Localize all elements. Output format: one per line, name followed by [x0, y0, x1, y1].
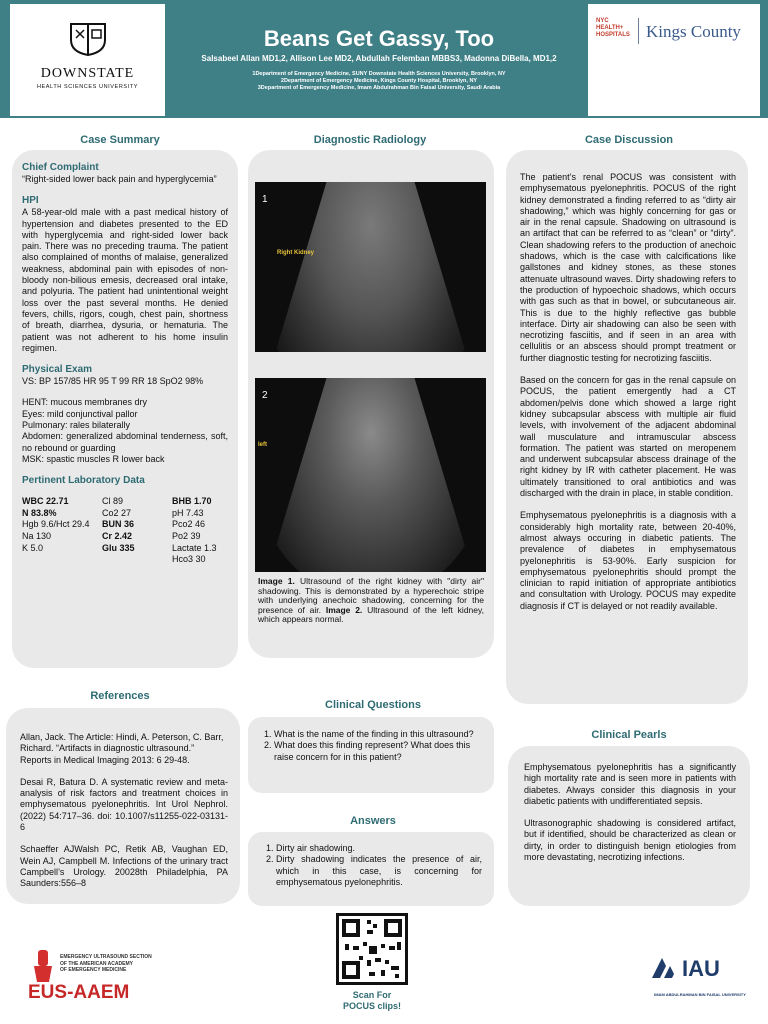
lab-value: Na 130 [22, 531, 52, 542]
lab-value: Hgb 9.6/Hct 29.4 [22, 519, 90, 530]
caption-2-lead: Image 2. [325, 604, 363, 615]
caption-1-lead: Image 1. [258, 576, 295, 586]
right-kidney-label: Right Kidney [277, 250, 314, 256]
discussion-paragraph-3: Emphysematous pyelonephritis is a diagnosis with a considerably high mortality rate, between 20-40%, almost always occuring in diabetic patients. The prevalence of diabetes in emphysematous pyelonephritis is 53-90%. Early suspicion for emphysematous pyelonephritis should prompt the clinician to rapid initiation of appropriate antibiotics and consultation with Urology. POCUS may expedite diagnosis if CT is delayed or not readily available. [520, 510, 736, 611]
pocus-qr-code[interactable] [336, 913, 408, 985]
affiliation-2: 2Department of Emergency Medicine, Kings County Hospital, Brooklyn, NY [280, 78, 478, 84]
answers-title: Answers [350, 815, 396, 827]
questions-list [260, 729, 482, 763]
answer-item: 2. Dirty shadowing indicates the presence of air, which in this case, is concerning for emphysematous pyelonephritis. [276, 854, 482, 888]
caption-2-text: Ultrasound of the left kidney, which appears normal. [258, 604, 484, 624]
nyc-line-1: NYC [596, 18, 609, 24]
lab-value: WBC 22.71 [22, 496, 69, 507]
scan-line-2: POCUS clips! [342, 1001, 401, 1011]
lab-value: K 5.0 [22, 542, 44, 553]
caption-1-text: Ultrasound of the right kidney with "dirty air" shadowing. This is demonstrated by a hyperechoic stripe with underlying anechoic shadowing, concerning for the presence of air. [258, 576, 484, 615]
eus-section-text [60, 954, 152, 974]
exam-line: Pulmonary: rales bilaterally [22, 420, 131, 431]
nyc-line-3: HOSPITALS [596, 32, 630, 38]
case-summary-title: Case Summary [80, 134, 160, 146]
labs-column-1 [22, 496, 102, 566]
eus-aaem-logo [26, 946, 206, 1006]
references-title: References [90, 690, 150, 702]
downstate-name: DOWNSTATE [40, 66, 135, 81]
shield-icon [68, 22, 108, 56]
lab-value: Pco2 46 [172, 519, 206, 530]
references-panel [6, 708, 240, 904]
questions-title: Clinical Questions [325, 699, 421, 711]
lab-value: Hco3 30 [172, 554, 206, 565]
question-item: 2. What does this finding represent? What does this raise concern for in this patient? [274, 740, 482, 763]
lab-value: Co2 27 [102, 507, 132, 518]
kings-county-name: Kings County [646, 22, 741, 41]
labs-table [22, 496, 228, 566]
hpi-heading: HPI [22, 195, 39, 207]
lab-value: pH 7.43 [172, 507, 204, 518]
image-number-2: 2 [262, 390, 268, 401]
pearls-panel [508, 746, 750, 906]
lab-value: Cl 89 [102, 496, 124, 507]
downstate-subtitle: HEALTH SCIENCES UNIVERSITY [36, 84, 139, 90]
physical-exam-heading: Physical Exam [22, 364, 93, 376]
kings-county-logo [588, 4, 760, 116]
discussion-paragraph-2: Based on the concern for gas in the renal capsule on POCUS, the patient emergently had a CT abdomen/pelvis done which showed a large right kidney subcapsular abscess with multiple air fluid levels, with involvement of the adjacent abdominal wall musculature and intramuscular abscess formation. The patient was started on meropenem and underwent subcapsular abscess drainage of the right kidney by IR with catheter placement. He was ultimately transitioned to oral antibiotics and was discharged with the drain in place, in stable condition. [520, 375, 736, 499]
exam-line: Eyes: mild conjunctival pallor [22, 408, 138, 419]
hpi-text: A 58-year-old male with a past medical history of hypertension and diabetes presented to the ED with hyperglycemia and right-sided lower back pain. There was no preceding trauma. The patient also complained of months of malaise, generalized weakness, abdominal pain with episodes of non-bloody non-bilious emesis, decreased oral intake, and polyuria. The patient had unintentional weight loss over the past several months. He denied fevers, chills, rigors, cough, chest pain, shortness of breath, diarrhea, dysuria, or hematuria. The patient was not adherent to his home insulin regimen. [22, 207, 228, 353]
lab-value: BHB 1.70 [172, 496, 212, 507]
case-summary-panel [12, 150, 238, 668]
eus-aaem-name: EUS-AAEM [28, 982, 130, 1003]
labs-column-2 [102, 496, 172, 566]
nyc-line-2: HEALTH+ [596, 25, 624, 31]
poster-title: Beans Get Gassy, Too [263, 26, 495, 51]
answers-list [262, 843, 482, 888]
poster-authors [160, 54, 598, 63]
exam-list [22, 397, 228, 465]
iau-emblem-icon [650, 954, 680, 984]
logo-divider [638, 18, 639, 44]
affiliation-3: 3Department of Emergency Medicine, Imam Abdulrahman Bin Faisal University, Saudi Arabia [257, 85, 501, 91]
answers-panel [248, 832, 494, 906]
chief-complaint-text: “Right-sided lower back pain and hyperglycemia” [22, 174, 217, 184]
exam-line: MSK: spastic muscles R lower back [22, 453, 165, 464]
iau-logo [650, 952, 750, 1008]
questions-panel [248, 717, 494, 793]
nyc-health-logo [596, 18, 630, 39]
reference-item: Allan, Jack. The Article: Hindi, A. Peterson, C. Barr, Richard. “Artifacts in diagnostic ultrasound.” Reports in Medical Imaging 2013: 6 29-48. [20, 732, 224, 765]
lab-value: Cr 2.42 [102, 531, 133, 542]
answer-item: 1. Dirty air shadowing. [276, 843, 482, 854]
reference-item: Schaeffer AJWalsh PC, Retik AB, Vaughan ED, Wein AJ, Campbell M. Infections of the urinary tract Campbell’s Urology. 20028th Philadelphia, PA Saunders:556–8 [20, 844, 228, 889]
radiology-title: Diagnostic Radiology [313, 134, 427, 146]
labs-heading: Pertinent Laboratory Data [22, 475, 145, 487]
radiology-caption [258, 577, 484, 625]
discussion-paragraph-1: The patient’s renal POCUS was consistent with emphysematous pyelonephritis. POCUS of the right kidney demonstrated a finding referred to as “dirty air shadowing,” which was highly concerning for gas or air in the renal capsule. Shadowing on ultrasound is an artifact that can be referred to as “clean” or “dirty”. Clean shadowing refers to the production of anechoic shadows, which is the case with calcifications like gallstones and kidney stones, as these stones attenuate ultrasound waves. Dirty shadowing refers to the production of hypoechoic shadows, which occurs with gas such as that in bowel, or subcutaneous air. This is due to the highly reflective gas bubble interface. Dirty air shadowing can also be seen with necrotizing fasciitis, and if seen in an area with cellulitis or an abscess should prompt treatment or further diagnostic testing for necrotizing fasciitis. [520, 172, 736, 363]
ultrasound-image-2 [255, 378, 486, 572]
chief-complaint-heading: Chief Complaint [22, 162, 99, 173]
lab-value: Po2 39 [172, 531, 201, 542]
lab-value: Lactate 1.3 [172, 542, 217, 553]
lab-value: BUN 36 [102, 519, 135, 530]
ultrasound-probe-icon [32, 950, 54, 984]
image-number-1: 1 [262, 194, 268, 205]
iau-name: IAU [682, 956, 720, 981]
iau-subtitle: IMAM ABDULRAHMAN BIN FAISAL UNIVERSITY [654, 992, 746, 997]
affiliations [160, 71, 598, 92]
exam-line: HENT: mucous membranes dry [22, 397, 148, 408]
ultrasound-fan-2 [261, 378, 481, 572]
scan-prompt [320, 990, 424, 1012]
authors-text: Salsabeel Allan MD1,2, Allison Lee MD2, Abdullah Felemban MBBS3, Madonna DiBella, MD1,2 [201, 54, 557, 63]
pearls-paragraph-1: Emphysematous pyelonephritis has a significantly high mortality rate and is seen more in patients with diabetes. Always consider this diagnosis in your diabetic patients with undifferentiated sepsis. [524, 762, 736, 806]
lab-value: N 83.8% [22, 507, 57, 518]
ultrasound-fan-1 [261, 182, 481, 352]
poster-header [0, 0, 768, 118]
eus-line-2: OF THE AMERICAN ACADEMY [60, 960, 133, 967]
eus-line-1: EMERGENCY ULTRASOUND SECTION [60, 954, 152, 960]
eus-line-3: OF EMERGENCY MEDICINE [60, 967, 127, 973]
exam-line: Abdomen: generalized abdominal tenderness, soft, no rebound or guarding [22, 431, 228, 453]
scan-line-1: Scan For [352, 990, 392, 1000]
question-item: 1. What is the name of the finding in this ultrasound? [274, 729, 482, 740]
pearls-title: Clinical Pearls [591, 729, 667, 741]
labs-column-3 [172, 496, 228, 566]
downstate-logo [10, 4, 165, 116]
discussion-panel [506, 150, 748, 704]
qr-pattern [339, 916, 405, 982]
affiliation-1: 1Department of Emergency Medicine, SUNY Downstate Health Sciences University, Brooklyn, NY [252, 71, 506, 77]
left-kidney-label: left [258, 442, 267, 448]
reference-item: Desai R, Batura D. A systematic review and meta-analysis of risk factors and treatment choices in emphysematous pyelonephritis. Int Urol Nephrol. (2022) 54:717–36. doi: 10.1007/s11255-022-03131-6 [20, 776, 228, 833]
vitals-text: VS: BP 157/85 HR 95 T 99 RR 18 SpO2 98% [22, 376, 204, 387]
ultrasound-image-1 [255, 182, 486, 352]
lab-value: Glu 335 [102, 542, 135, 553]
discussion-title: Case Discussion [584, 134, 674, 146]
pearls-paragraph-2: Ultrasonographic shadowing is considered artifact, but if identified, should be characterized as clean or dirty, in order to distinguish benign etiologies from more devastating, necrotizing infections. [524, 818, 736, 863]
